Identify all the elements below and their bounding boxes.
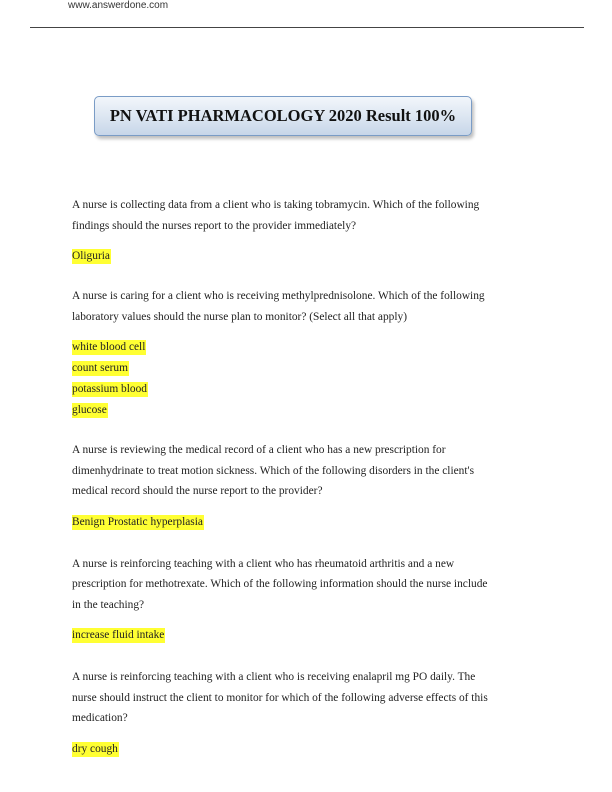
document-title: PN VATI PHARMACOLOGY 2020 Result 100%: [109, 106, 457, 125]
question-text: A nurse is reviewing the medical record of a client who has a new prescription for dimenhydrinate to treat motion sickness. Which of the following disorders in the client's medical record should the nurse report to the provider?: [72, 444, 475, 497]
answer-item: potassium blood: [72, 383, 147, 395]
question-text: A nurse is caring for a client who is receiving methylprednisolone. Which of the following laboratory values should the nurse plan to monitor? (Select all that apply): [72, 290, 485, 323]
question-block-3: [72, 440, 517, 533]
question-text: A nurse is collecting data from a client who is taking tobramycin. Which of the following findings should the nurses report to the provider immediately?: [72, 199, 480, 232]
question-block-4: [72, 554, 517, 647]
question-block-5: [72, 667, 517, 760]
title-banner: [94, 96, 472, 136]
site-url: www.answerdone.com: [68, 0, 169, 11]
question-block-1: [72, 195, 517, 267]
answer-item: Oliguria: [72, 250, 110, 262]
answer-item: count serum: [72, 362, 128, 374]
question-text: A nurse is reinforcing teaching with a client who is receiving enalapril mg PO daily. The nurse should instruct the client to monitor for which of the following adverse effects of this medication?: [72, 671, 488, 724]
answer-item: dry cough: [72, 742, 118, 755]
question-text: A nurse is reinforcing teaching with a client who has rheumatoid arthritis and a new prescription for methotrexate. Which of the following information should the nurse include in the teaching?: [72, 557, 488, 611]
answer-item: Benign Prostatic hyperplasia: [72, 515, 203, 528]
answer-list: [72, 512, 517, 533]
answer-item: increase fluid intake: [72, 629, 165, 641]
question-block-2: [72, 286, 517, 421]
answer-list: [72, 246, 517, 267]
answer-list: [72, 337, 517, 421]
answer-list: [72, 739, 517, 760]
answer-list: [72, 625, 517, 646]
answer-item: glucose: [72, 404, 107, 416]
question-list: [72, 195, 517, 779]
answer-item: white blood cell: [72, 341, 146, 353]
header-divider: [30, 27, 584, 28]
